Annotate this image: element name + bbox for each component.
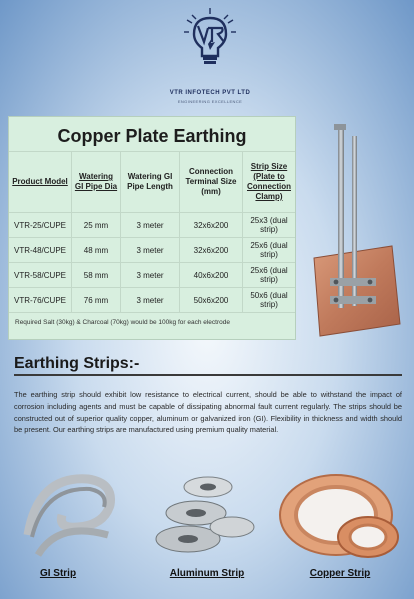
table-row xyxy=(9,263,295,288)
spec-table-card xyxy=(8,116,296,340)
table-note: Required Salt (30kg) & Charcoal (70kg) would be 100kg for each electrode xyxy=(15,319,230,326)
header-pipe-dia: Watering GI Pipe Dia xyxy=(72,152,121,213)
company-tagline: ENGINEERING EXCELLENCE xyxy=(177,99,243,104)
cell-model: VTR-76/CUPE xyxy=(9,288,72,313)
cell-strip: 50x6 (dual strip) xyxy=(243,288,296,313)
cell-dia: 25 mm xyxy=(72,213,121,238)
table-row xyxy=(9,288,295,313)
table-header-row xyxy=(9,152,295,213)
section-title: Earthing Strips:- xyxy=(14,355,140,372)
cell-length: 3 meter xyxy=(121,288,180,313)
cell-terminal: 32x6x200 xyxy=(180,213,243,238)
cell-length: 3 meter xyxy=(121,213,180,238)
copper-plate-image xyxy=(300,118,408,340)
cell-model: VTR-25/CUPE xyxy=(9,213,72,238)
cell-strip: 25x3 (dual strip) xyxy=(243,213,296,238)
cell-terminal: 50x6x200 xyxy=(180,288,243,313)
company-logo xyxy=(178,6,242,68)
cell-length: 3 meter xyxy=(121,263,180,288)
header-strip-size: Strip Size (Plate to Connection Clamp) xyxy=(243,152,296,213)
gi-strip-label: GI Strip xyxy=(39,568,77,579)
gi-strip-image xyxy=(18,465,128,565)
cell-dia: 58 mm xyxy=(72,263,121,288)
cell-model: VTR-58/CUPE xyxy=(9,263,72,288)
cell-length: 3 meter xyxy=(121,238,180,263)
section-body: The earthing strip should exhibit low resistance to electrical current, should be able to withstand the impact of corrosion including agents and must be capable of dissipating abnormal fault current regularly. The strips should be constructed out of superior quality copper, aluminum or galvanized iron (GI). Flexibility in thickness and width should be present. Our earthing strips are manufactured using premium quality material. xyxy=(14,390,402,435)
copper-strip-image xyxy=(276,465,404,565)
company-name: VTR INFOTECH PVT LTD xyxy=(169,90,251,96)
header-pipe-length: Watering GI Pipe Length xyxy=(121,152,180,213)
cell-terminal: 40x6x200 xyxy=(180,263,243,288)
copper-strip-label: Copper Strip xyxy=(309,568,371,579)
table-title: Copper Plate Earthing xyxy=(9,117,295,152)
cell-dia: 48 mm xyxy=(72,238,121,263)
cell-strip: 25x6 (dual strip) xyxy=(243,238,296,263)
spec-table xyxy=(9,152,295,313)
aluminum-strip-label: Aluminum Strip xyxy=(169,568,245,579)
cell-terminal: 32x6x200 xyxy=(180,238,243,263)
table-row xyxy=(9,213,295,238)
cell-model: VTR-48/CUPE xyxy=(9,238,72,263)
cell-dia: 76 mm xyxy=(72,288,121,313)
header-product-model: Product Model xyxy=(9,152,72,213)
section-divider xyxy=(14,374,402,376)
aluminum-strip-image xyxy=(148,465,266,565)
header-terminal-size: Connection Terminal Size (mm) xyxy=(180,152,243,213)
table-row xyxy=(9,238,295,263)
cell-strip: 25x6 (dual strip) xyxy=(243,263,296,288)
